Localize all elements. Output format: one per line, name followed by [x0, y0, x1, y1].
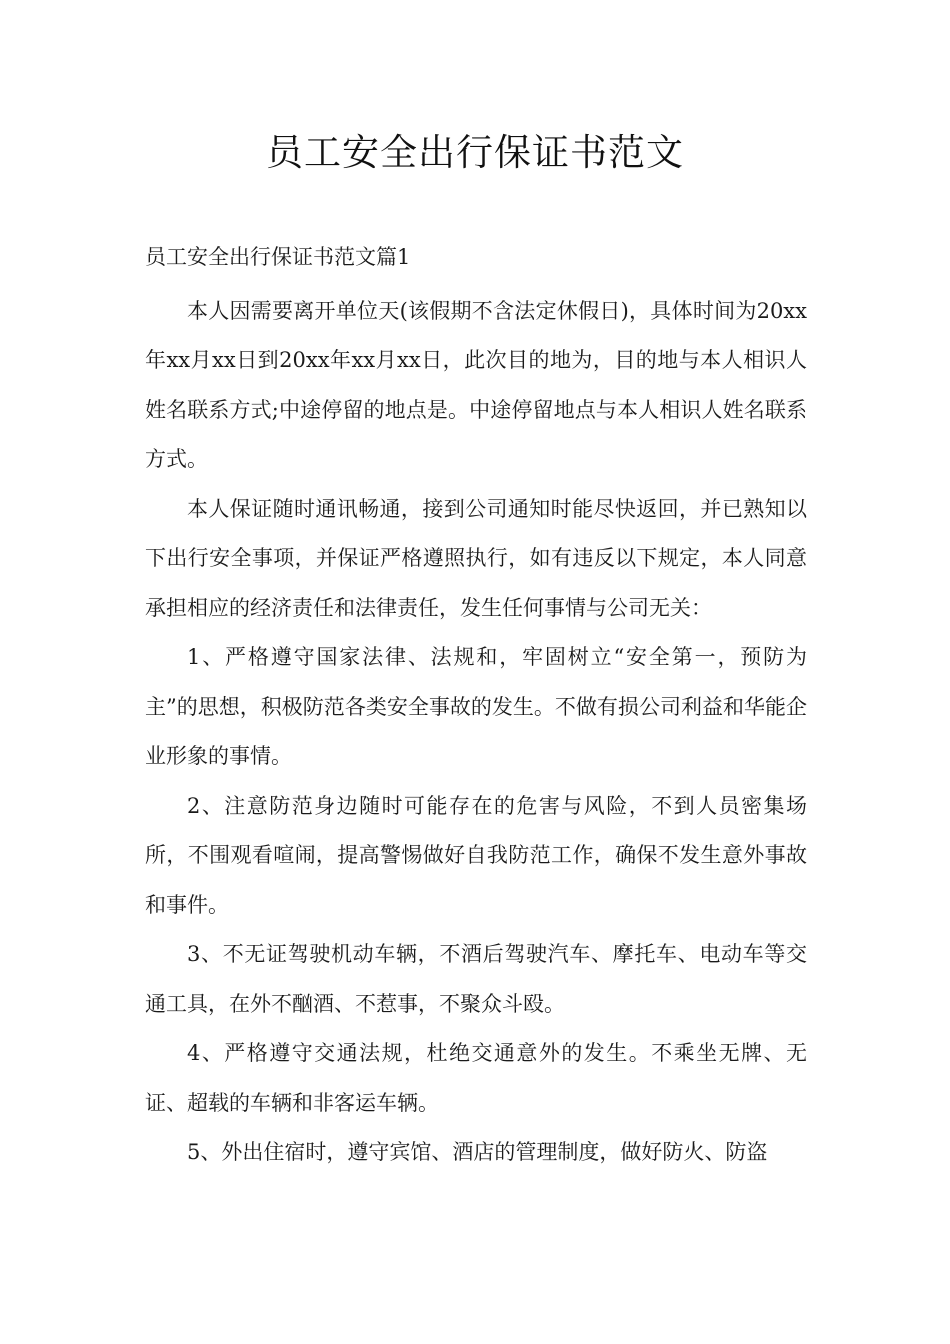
paragraph-intro: 本人因需要离开单位天(该假期不含法定休假日)，具体时间为20xx年xx月xx日到20xx年xx月xx日，此次目的地为，目的地与本人相识人姓名联系方式;中途停留的地点是。中途停留地点与本人相识人姓名联系方式。	[145, 298, 807, 471]
paragraph-item-1: 1、严格遵守国家法律、法规和，牢固树立“安全第一，预防为主”的思想，积极防范各类安全事故的发生。不做有损公司利益和华能企业形象的事情。	[145, 645, 807, 768]
document-title: 员工安全出行保证书范文	[266, 131, 684, 174]
paragraph-item-4: 4、严格遵守交通法规，杜绝交通意外的发生。不乘坐无牌、无证、超载的车辆和非客运车辆。	[145, 1041, 807, 1115]
paragraph-item-5: 5、外出住宿时，遵守宾馆、酒店的管理制度，做好防火、防盗	[187, 1140, 768, 1164]
section-heading: 员工安全出行保证书范文篇1	[145, 245, 411, 269]
paragraph-item-3: 3、不无证驾驶机动车辆，不酒后驾驶汽车、摩托车、电动车等交通工具，在外不酗酒、不惹事，不聚众斗殴。	[145, 942, 807, 1016]
paragraph-guarantee: 本人保证随时通讯畅通，接到公司通知时能尽快返回，并已熟知以下出行安全事项，并保证严格遵照执行，如有违反以下规定，本人同意承担相应的经济责任和法律责任，发生任何事情与公司无关：	[145, 496, 807, 620]
paragraph-item-2: 2、注意防范身边随时可能存在的危害与风险，不到人员密集场所，不围观看喧闹，提高警惕做好自我防范工作，确保不发生意外事故和事件。	[145, 793, 807, 917]
document-body	[145, 233, 807, 1178]
